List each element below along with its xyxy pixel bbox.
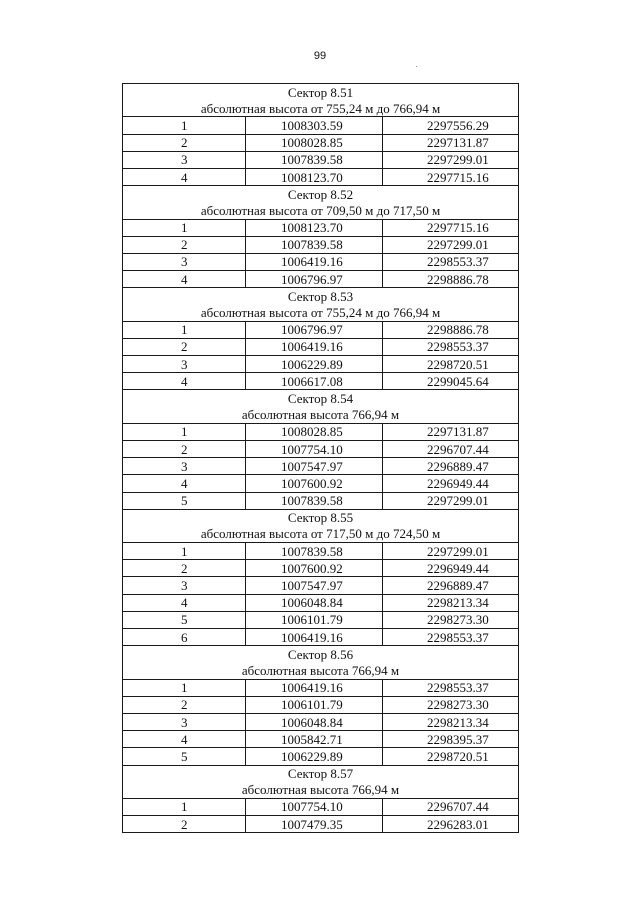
table-row xyxy=(123,679,519,696)
point-number: 1 xyxy=(123,219,246,236)
table-row xyxy=(123,373,519,390)
y-coordinate: 2298886.78 xyxy=(383,321,519,338)
x-coordinate: 1006796.97 xyxy=(246,321,383,338)
sector-title: Сектор 8.55 xyxy=(123,509,519,526)
point-number: 4 xyxy=(123,475,246,492)
x-coordinate: 1008028.85 xyxy=(246,134,383,151)
point-number: 4 xyxy=(123,168,246,185)
x-coordinate: 1006229.89 xyxy=(246,356,383,373)
y-coordinate: 2296889.47 xyxy=(383,577,519,594)
sector-altitude-row xyxy=(123,304,519,321)
table-row xyxy=(123,731,519,748)
x-coordinate: 1007839.58 xyxy=(246,151,383,168)
point-number: 1 xyxy=(123,679,246,696)
y-coordinate: 2298886.78 xyxy=(383,271,519,288)
x-coordinate: 1005842.71 xyxy=(246,731,383,748)
sector-altitude: абсолютная высота 766,94 м xyxy=(123,782,519,799)
point-number: 4 xyxy=(123,731,246,748)
point-number: 3 xyxy=(123,253,246,270)
sector-altitude-row xyxy=(123,202,519,219)
x-coordinate: 1007754.10 xyxy=(246,440,383,457)
x-coordinate: 1006796.97 xyxy=(246,271,383,288)
x-coordinate: 1008123.70 xyxy=(246,219,383,236)
point-number: 1 xyxy=(123,798,246,815)
x-coordinate: 1006101.79 xyxy=(246,611,383,628)
sector-altitude-row xyxy=(123,407,519,424)
y-coordinate: 2298720.51 xyxy=(383,748,519,765)
table-row xyxy=(123,696,519,713)
y-coordinate: 2298553.37 xyxy=(383,679,519,696)
table-row xyxy=(123,748,519,765)
sector-title: Сектор 8.56 xyxy=(123,646,519,663)
point-number: 4 xyxy=(123,373,246,390)
table-row xyxy=(123,423,519,440)
y-coordinate: 2296949.44 xyxy=(383,475,519,492)
point-number: 4 xyxy=(123,594,246,611)
table-row xyxy=(123,117,519,134)
page-number: 99 xyxy=(313,50,327,62)
sector-title: Сектор 8.57 xyxy=(123,765,519,782)
y-coordinate: 2296889.47 xyxy=(383,458,519,475)
point-number: 1 xyxy=(123,117,246,134)
sector-altitude: абсолютная высота от 709,50 м до 717,50 м xyxy=(123,202,519,219)
x-coordinate: 1007600.92 xyxy=(246,560,383,577)
table-row xyxy=(123,271,519,288)
sector-altitude: абсолютная высота 766,94 м xyxy=(123,662,519,679)
table-row xyxy=(123,236,519,253)
y-coordinate: 2298273.30 xyxy=(383,696,519,713)
x-coordinate: 1008028.85 xyxy=(246,423,383,440)
sector-title-row xyxy=(123,646,519,663)
y-coordinate: 2297299.01 xyxy=(383,492,519,509)
y-coordinate: 2299045.64 xyxy=(383,373,519,390)
sector-title: Сектор 8.54 xyxy=(123,390,519,407)
x-coordinate: 1006419.16 xyxy=(246,629,383,646)
x-coordinate: 1006617.08 xyxy=(246,373,383,390)
sector-title-row xyxy=(123,84,519,101)
point-number: 2 xyxy=(123,560,246,577)
x-coordinate: 1007600.92 xyxy=(246,475,383,492)
point-number: 3 xyxy=(123,151,246,168)
point-number: 2 xyxy=(123,134,246,151)
point-number: 1 xyxy=(123,321,246,338)
sector-altitude: абсолютная высота 766,94 м xyxy=(123,407,519,424)
x-coordinate: 1006229.89 xyxy=(246,748,383,765)
y-coordinate: 2297131.87 xyxy=(383,134,519,151)
y-coordinate: 2297715.16 xyxy=(383,168,519,185)
x-coordinate: 1008303.59 xyxy=(246,117,383,134)
y-coordinate: 2298213.34 xyxy=(383,713,519,730)
x-coordinate: 1007547.97 xyxy=(246,458,383,475)
sector-altitude-row xyxy=(123,100,519,117)
sector-altitude-row xyxy=(123,782,519,799)
point-number: 1 xyxy=(123,423,246,440)
x-coordinate: 1007479.35 xyxy=(246,816,383,833)
table-row xyxy=(123,611,519,628)
point-number: 5 xyxy=(123,748,246,765)
table-row xyxy=(123,798,519,815)
x-coordinate: 1006048.84 xyxy=(246,594,383,611)
table-row xyxy=(123,458,519,475)
x-coordinate: 1008123.70 xyxy=(246,168,383,185)
sector-title-row xyxy=(123,186,519,203)
sector-title: Сектор 8.53 xyxy=(123,288,519,305)
point-number: 2 xyxy=(123,440,246,457)
table-row xyxy=(123,713,519,730)
table-row xyxy=(123,560,519,577)
y-coordinate: 2296707.44 xyxy=(383,440,519,457)
point-number: 5 xyxy=(123,492,246,509)
y-coordinate: 2297131.87 xyxy=(383,423,519,440)
x-coordinate: 1006419.16 xyxy=(246,338,383,355)
x-coordinate: 1007547.97 xyxy=(246,577,383,594)
y-coordinate: 2297556.29 xyxy=(383,117,519,134)
scan-speck xyxy=(416,66,417,67)
point-number: 2 xyxy=(123,816,246,833)
point-number: 6 xyxy=(123,629,246,646)
point-number: 3 xyxy=(123,458,246,475)
sector-title: Сектор 8.51 xyxy=(123,84,519,101)
x-coordinate: 1007839.58 xyxy=(246,236,383,253)
sector-title-row xyxy=(123,288,519,305)
sector-coordinates-table xyxy=(122,83,519,833)
table-row xyxy=(123,134,519,151)
x-coordinate: 1007839.58 xyxy=(246,543,383,560)
point-number: 3 xyxy=(123,713,246,730)
sector-altitude: абсолютная высота от 755,24 м до 766,94 м xyxy=(123,100,519,117)
x-coordinate: 1006101.79 xyxy=(246,696,383,713)
y-coordinate: 2297715.16 xyxy=(383,219,519,236)
sector-title: Сектор 8.52 xyxy=(123,186,519,203)
table-row xyxy=(123,594,519,611)
table-body xyxy=(123,84,519,833)
table-row xyxy=(123,253,519,270)
x-coordinate: 1006419.16 xyxy=(246,253,383,270)
sector-altitude: абсолютная высота от 755,24 м до 766,94 м xyxy=(123,304,519,321)
table-row xyxy=(123,219,519,236)
point-number: 3 xyxy=(123,577,246,594)
table-row xyxy=(123,577,519,594)
table-row xyxy=(123,629,519,646)
y-coordinate: 2297299.01 xyxy=(383,543,519,560)
point-number: 2 xyxy=(123,236,246,253)
sector-altitude-row xyxy=(123,662,519,679)
y-coordinate: 2298395.37 xyxy=(383,731,519,748)
table-row xyxy=(123,356,519,373)
sector-title-row xyxy=(123,509,519,526)
table-row xyxy=(123,475,519,492)
y-coordinate: 2298213.34 xyxy=(383,594,519,611)
x-coordinate: 1006048.84 xyxy=(246,713,383,730)
table-row xyxy=(123,492,519,509)
point-number: 5 xyxy=(123,611,246,628)
y-coordinate: 2296707.44 xyxy=(383,798,519,815)
y-coordinate: 2297299.01 xyxy=(383,236,519,253)
point-number: 1 xyxy=(123,543,246,560)
table-row xyxy=(123,168,519,185)
y-coordinate: 2297299.01 xyxy=(383,151,519,168)
sector-title-row xyxy=(123,390,519,407)
y-coordinate: 2298553.37 xyxy=(383,253,519,270)
table-row xyxy=(123,321,519,338)
x-coordinate: 1007839.58 xyxy=(246,492,383,509)
table-row xyxy=(123,543,519,560)
point-number: 2 xyxy=(123,696,246,713)
y-coordinate: 2298553.37 xyxy=(383,338,519,355)
table-row xyxy=(123,816,519,833)
point-number: 4 xyxy=(123,271,246,288)
y-coordinate: 2296949.44 xyxy=(383,560,519,577)
y-coordinate: 2296283.01 xyxy=(383,816,519,833)
y-coordinate: 2298273.30 xyxy=(383,611,519,628)
y-coordinate: 2298720.51 xyxy=(383,356,519,373)
x-coordinate: 1007754.10 xyxy=(246,798,383,815)
sector-altitude: абсолютная высота от 717,50 м до 724,50 м xyxy=(123,526,519,543)
table-row xyxy=(123,338,519,355)
sector-altitude-row xyxy=(123,526,519,543)
point-number: 3 xyxy=(123,356,246,373)
table-row xyxy=(123,440,519,457)
table-row xyxy=(123,151,519,168)
x-coordinate: 1006419.16 xyxy=(246,679,383,696)
point-number: 2 xyxy=(123,338,246,355)
sector-title-row xyxy=(123,765,519,782)
y-coordinate: 2298553.37 xyxy=(383,629,519,646)
